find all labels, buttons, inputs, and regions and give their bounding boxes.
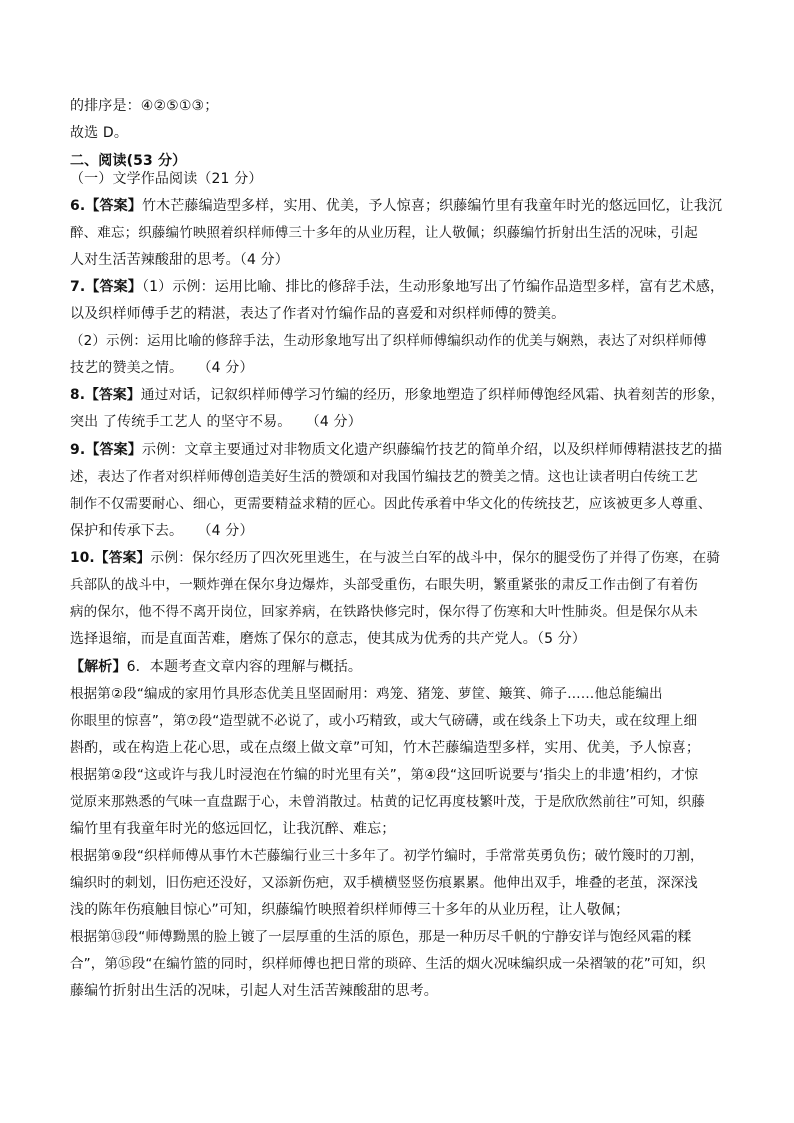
analysis-line: 觉原来那熟悉的气味一直盘踞于心，未曾消散过。枯黄的记忆再度枝繁叶茂，于是欣欣然前往”可知，织藤 — [70, 794, 706, 810]
analysis-line: 根据第⑬段“师傅黝黑的脸上镀了一层厚重的生活的原色，那是一种历尽千帆的宁静安详与饱经风霜的糅 — [70, 929, 692, 945]
analysis-line: 根据第②段“编成的家用竹具形态优美且坚固耐用：鸡笼、猪笼、萝筐、簸箕、筛子……他总能编出 — [70, 686, 663, 702]
q10-answer-line: 兵部队的战斗中，一颗炸弹在保尔身边爆炸，头部受重伤，右眼失明，繁重紧张的肃反工作击倒了有着伤 — [70, 577, 698, 593]
q6-answer-line: 6.【答案】竹木芒藤编造型多样，实用、优美，予人惊喜；织藤编竹里有我童年时光的悠远回忆，让我沉 — [70, 198, 723, 214]
q7-answer-line: 技艺的赞美之情。 （4 分） — [70, 360, 254, 376]
q7-label: 7.【答案】 — [70, 279, 142, 295]
analysis-line: 藤编竹折射出生活的况味，引起人对生活苦辣酸甜的思考。 — [70, 983, 438, 999]
q6-answer-line: 人对生活苦辣酸甜的思考。（4 分） — [70, 252, 289, 268]
analysis-line: 编竹里有我童年时光的悠远回忆，让我沉醉、难忘； — [70, 821, 396, 837]
analysis-line: 根据第②段“这或许与我儿时浸泡在竹编的时光里有关”，第④段“这回听说要与‘指尖上的非遗’相约，才惊 — [70, 767, 699, 783]
q9-answer-line: 制作不仅需要耐心、细心，更需要精益求精的匠心。因此传承着中华文化的传统技艺，应该被更多人尊重、 — [70, 496, 712, 512]
analysis-line: 合”，第⑮段“在编竹篮的同时，织样师傅也把日常的琐碎、生活的烟火况味编织成一朵褶皱的花”可知，织 — [70, 956, 706, 972]
q10-answer-line: 选择退缩，而是直面苦难，磨炼了保尔的意志，使其成为优秀的共产党人。（5 分） — [70, 631, 587, 647]
q10-label: 10.【答案】 — [70, 550, 151, 566]
q10-answer-line: 病的保尔，他不得不离开岗位，回家养病，在铁路快修完时，保尔得了伤寒和大叶性肺炎。但是保尔从未 — [70, 604, 698, 620]
answer-choice-line: 故选 D。 — [70, 125, 128, 141]
q6-answer-line: 醉、难忘；织藤编竹映照着织样师傅三十多年的从业历程，让人敬佩；织藤编竹折射出生活的况味，引起 — [70, 225, 698, 241]
subsection-heading: （一）文学作品阅读（21 分） — [70, 171, 263, 187]
q7-answer-line: （2）示例：运用比喻的修辞手法，生动形象地写出了织样师傅编织动作的优美与娴熟，表达了对织样师傅 — [70, 333, 707, 349]
q7-answer-line: 7.【答案】（1）示例：运用比喻、排比的修辞手法，生动形象地写出了竹编作品造型多样，富有艺术感， — [70, 279, 725, 295]
q9-answer-line: 述，表达了作者对织样师傅创造美好生活的赞颂和对我国竹编技艺的赞美之情。这也让读者明白传统工艺 — [70, 469, 698, 485]
q6-label: 6.【答案】 — [70, 198, 142, 214]
analysis-line: 浅的陈年伤痕触目惊心”可知，织藤编竹映照着织样师傅三十多年的从业历程，让人敬佩； — [70, 902, 630, 918]
analysis-label: 【解析】 — [70, 659, 127, 675]
q9-answer-line: 9.【答案】示例：文章主要通过对非物质文化遗产织藤编竹技艺的简单介绍，以及织样师傅精湛技艺的描 — [70, 442, 723, 458]
analysis-line: 你眼里的惊喜”，第⑦段“造型就不必说了，或小巧精致，或大气磅礴，或在线条上下功夫，或在纹理上细 — [70, 713, 698, 729]
q10-answer-line: 10.【答案】示例：保尔经历了四次死里逃生，在与波兰白军的战斗中，保尔的腿受伤了并得了伤寒，在骑 — [70, 550, 721, 566]
answer-order-line: 的排序是：④②⑤①③； — [70, 98, 219, 114]
q8-answer-line: 突出 了传统手工艺人 的坚守不易。 （4 分） — [70, 414, 362, 430]
q8-answer-line: 8.【答案】通过对话，记叙织样师傅学习竹编的经历，形象地塑造了织样师傅饱经风霜、执着刻苦的形象， — [70, 387, 725, 403]
q9-label: 9.【答案】 — [70, 442, 142, 458]
analysis-line: 根据第⑨段“织样师傅从事竹木芒藤编行业三十多年了。初学竹编时，手常常英勇负伤；破竹篾时的刀割， — [70, 848, 704, 864]
q7-answer-line: 以及织样师傅手艺的精湛，表达了作者对竹编作品的喜爱和对织样师傅的赞美。 — [70, 306, 566, 322]
section-heading: 二、阅读(53 分） — [70, 153, 187, 169]
q8-label: 8.【答案】 — [70, 387, 141, 403]
q9-answer-line: 保护和传承下去。 （4 分） — [70, 523, 254, 539]
analysis-line: 斟酌，或在构造上花心思，或在点缀上做文章”可知，竹木芒藤编造型多样，实用、优美，予人惊喜； — [70, 740, 700, 756]
analysis-line: 【解析】6．本题考查文章内容的理解与概括。 — [70, 659, 363, 675]
analysis-line: 编织时的刺划，旧伤疤还没好，又添新伤疤，双手横横竖竖伤痕累累。他伸出双手，堆叠的老茧，深深浅 — [70, 875, 698, 891]
